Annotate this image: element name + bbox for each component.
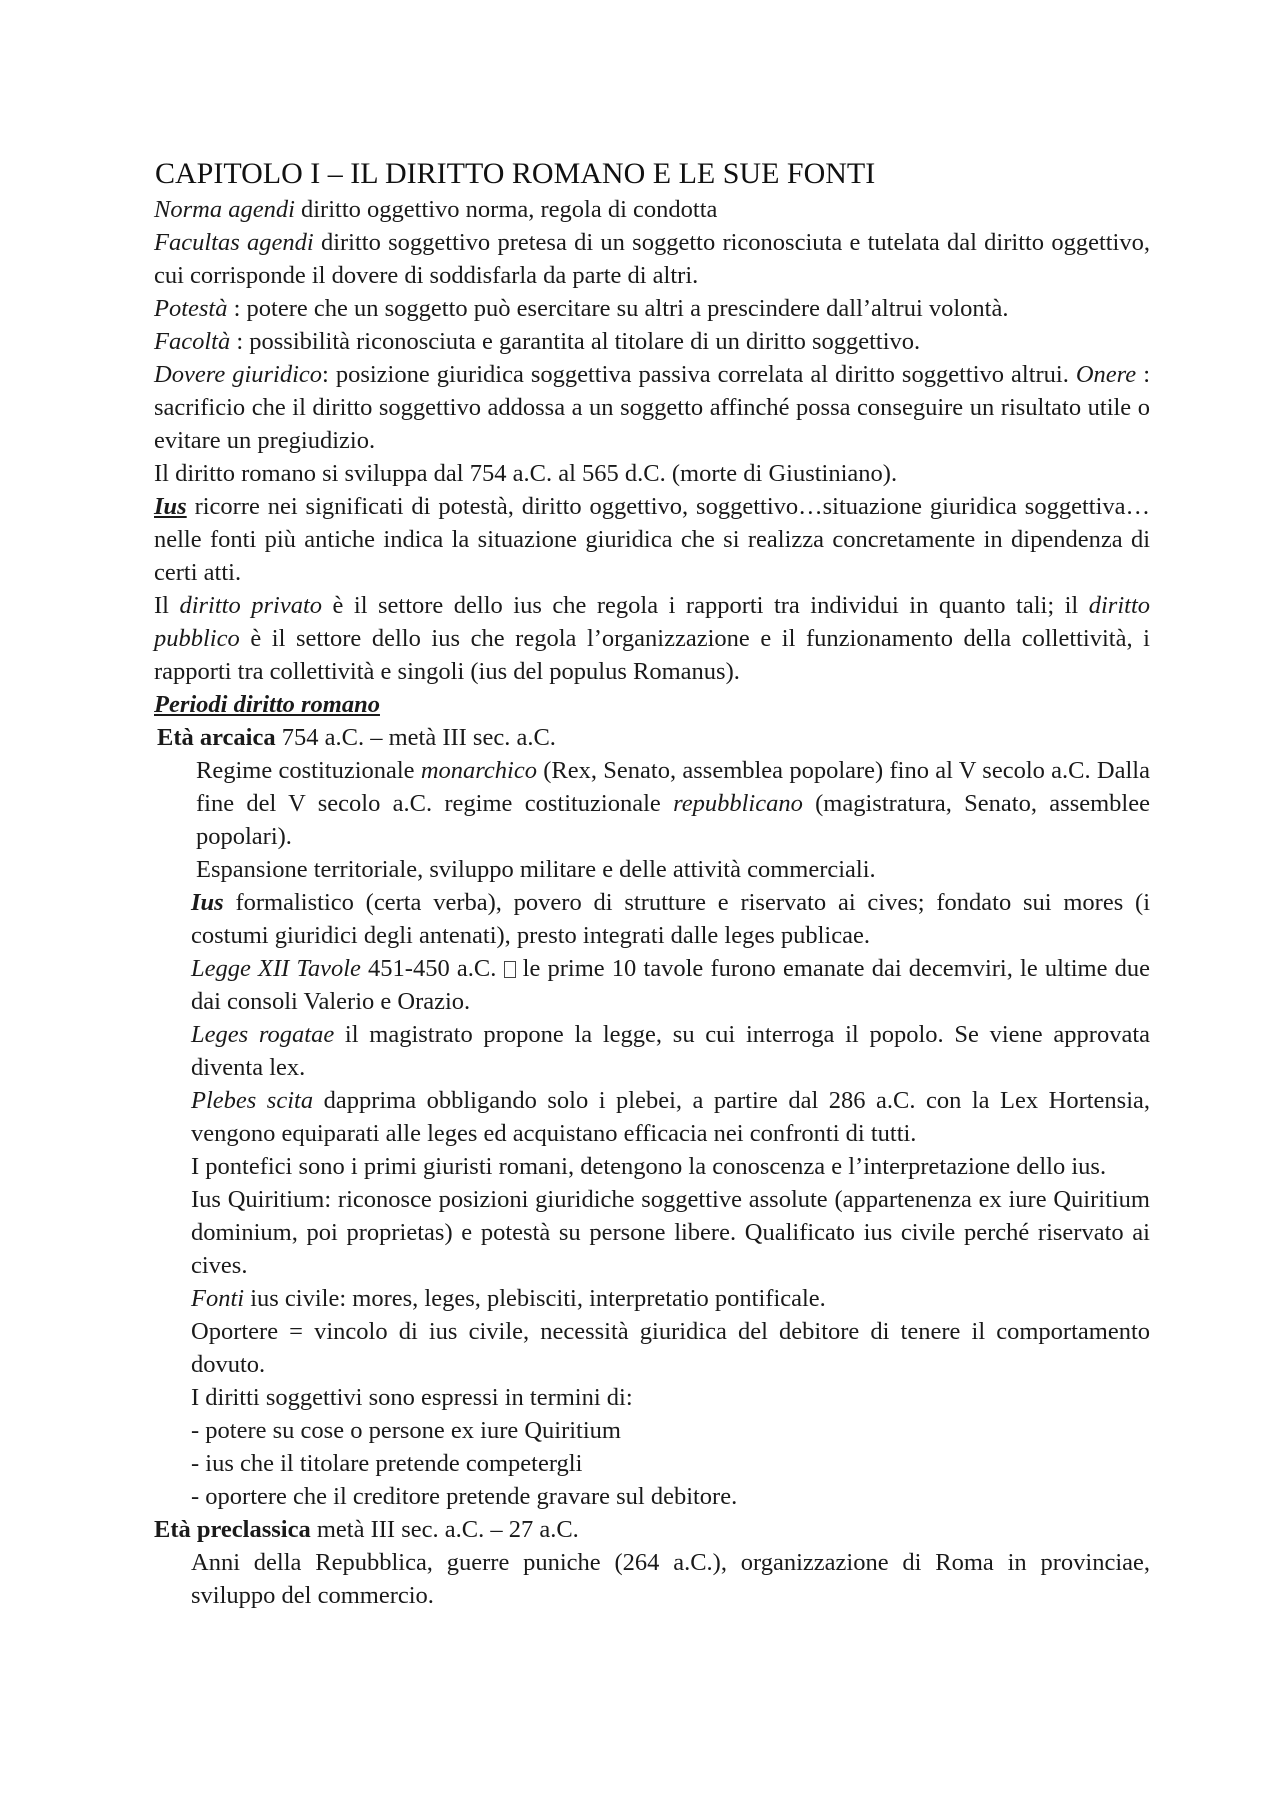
term: Facoltà	[154, 328, 231, 355]
definition-norma-agendi: Norma agendi diritto oggettivo norma, regola di condotta	[154, 196, 718, 223]
term: Potestà	[154, 295, 228, 322]
term: diritto privato	[179, 592, 323, 619]
term: Norma agendi	[154, 196, 295, 223]
term: Fonti	[191, 1285, 245, 1312]
term: Ius	[191, 889, 224, 916]
arcaica-leges-rogatae: Leges rogatae il magistrato propone la legge, su cui interroga il popolo. Se viene approvata diventa lex.	[191, 1021, 1150, 1081]
arcaica-ius-quiritium: Ius Quiritium: riconosce posizioni giuridiche soggettive assolute (appartenenza ex iure Quiritium dominium, poi proprietas) e potestà su persone libere. Qualificato ius civile perché riservato ai cives.	[191, 1186, 1150, 1279]
term: Leges rogatae	[191, 1021, 335, 1048]
arcaica-ius: Ius formalistico (certa verba), povero di strutture e riservato ai cives; fondato sui mores (i costumi giuridici degli antenati), presto integrati dalle leges publicae.	[191, 889, 1150, 949]
period-heading-preclassica: Età preclassica metà III sec. a.C. – 27 a.C.	[154, 1516, 579, 1543]
chapter-title: CAPITOLO I – IL DIRITTO ROMANO E LE SUE FONTI	[155, 157, 876, 190]
arcaica-diritti-intro: I diritti soggettivi sono espressi in termini di:	[191, 1384, 633, 1411]
ius-paragraph: Ius ricorre nei significati di potestà, diritto oggettivo, soggettivo…situazione giuridica soggettiva… nelle fonti più antiche indica la situazione giuridica che si realizza concretamente in dipendenza di certi atti.	[154, 493, 1150, 586]
definition-facolta: Facoltà : possibilità riconosciuta e garantita al titolare di un diritto soggettivo.	[154, 328, 921, 355]
private-public-paragraph: Il diritto privato è il settore dello ius che regola i rapporti tra individui in quanto tali; il diritto pubblico è il settore dello ius che regola l’organizzazione e il funzionamento della collettività, i rapporti tra collettività e singoli (ius del populus Romanus).	[154, 592, 1150, 685]
period-label: Età arcaica	[157, 724, 276, 751]
term: Onere	[1075, 361, 1137, 388]
arcaica-fonti: Fonti ius civile: mores, leges, plebisciti, interpretatio pontificale.	[191, 1285, 826, 1312]
definition-dovere-onere: Dovere giuridico: posizione giuridica soggettiva passiva correlata al diritto soggettivo altrui. Onere : sacrificio che il diritto soggettivo addossa a un soggetto affinché possa conseguire un risultato utile o evitare un pregiudizio.	[154, 361, 1150, 454]
section-heading-periodi: Periodi diritto romano	[154, 691, 380, 718]
list-item: - potere su cose o persone ex iure Quiritium	[191, 1417, 621, 1444]
document-body	[154, 156, 1150, 1612]
arcaica-plebes-scita: Plebes scita dapprima obbligando solo i plebei, a partire dal 286 a.C. con la Lex Hortensia, vengono equiparati alle leges ed acquistano efficacia nei confronti di tutti.	[191, 1087, 1151, 1147]
preclassica-text: Anni della Repubblica, guerre puniche (264 a.C.), organizzazione di Roma in provinciae, sviluppo del commercio.	[191, 1549, 1150, 1609]
arcaica-oportere: Oportere = vincolo di ius civile, necessità giuridica del debitore di tenere il comportamento dovuto.	[191, 1318, 1150, 1378]
timeline-paragraph: Il diritto romano si sviluppa dal 754 a.C. al 565 d.C. (morte di Giustiniano).	[154, 460, 898, 487]
term: repubblicano	[673, 790, 803, 817]
period-label: Età preclassica	[154, 1516, 311, 1543]
definition-potesta: Potestà : potere che un soggetto può esercitare su altri a prescindere dall’altrui volontà.	[154, 295, 1009, 322]
term: Legge XII Tavole	[191, 955, 361, 982]
missing-glyph-arrow-icon	[504, 961, 516, 978]
term: Dovere giuridico	[154, 361, 323, 388]
arcaica-legge-xii-tavole: Legge XII Tavole 451-450 a.C. le prime 10 tavole furono emanate dai decemviri, le ultime due dai consoli Valerio e Orazio.	[191, 955, 1150, 1015]
term: Ius	[154, 493, 187, 520]
arcaica-espansione: Espansione territoriale, sviluppo militare e delle attività commerciali.	[196, 856, 876, 883]
list-item: - oportere che il creditore pretende gravare sul debitore.	[191, 1483, 738, 1510]
list-item: - ius che il titolare pretende competergli	[191, 1450, 583, 1477]
term: diritto pubblico	[154, 592, 1150, 652]
period-heading-arcaica: Età arcaica 754 a.C. – metà III sec. a.C.	[157, 724, 556, 751]
term: monarchico	[420, 757, 537, 784]
term: Plebes scita	[191, 1087, 314, 1114]
arcaica-regime: Regime costituzionale monarchico (Rex, Senato, assemblea popolare) fino al V secolo a.C. Dalla fine del V secolo a.C. regime costituzionale repubblicano (magistratura, Senato, assemblee popolari).	[196, 757, 1150, 850]
term: Facultas agendi	[154, 229, 314, 256]
arcaica-pontefici: I pontefici sono i primi giuristi romani, detengono la conoscenza e l’interpretazione dello ius.	[191, 1153, 1107, 1180]
definition-facultas-agendi: Facultas agendi diritto soggettivo pretesa di un soggetto riconosciuta e tutelata dal diritto oggettivo, cui corrisponde il dovere di soddisfarla da parte di altri.	[154, 229, 1150, 289]
